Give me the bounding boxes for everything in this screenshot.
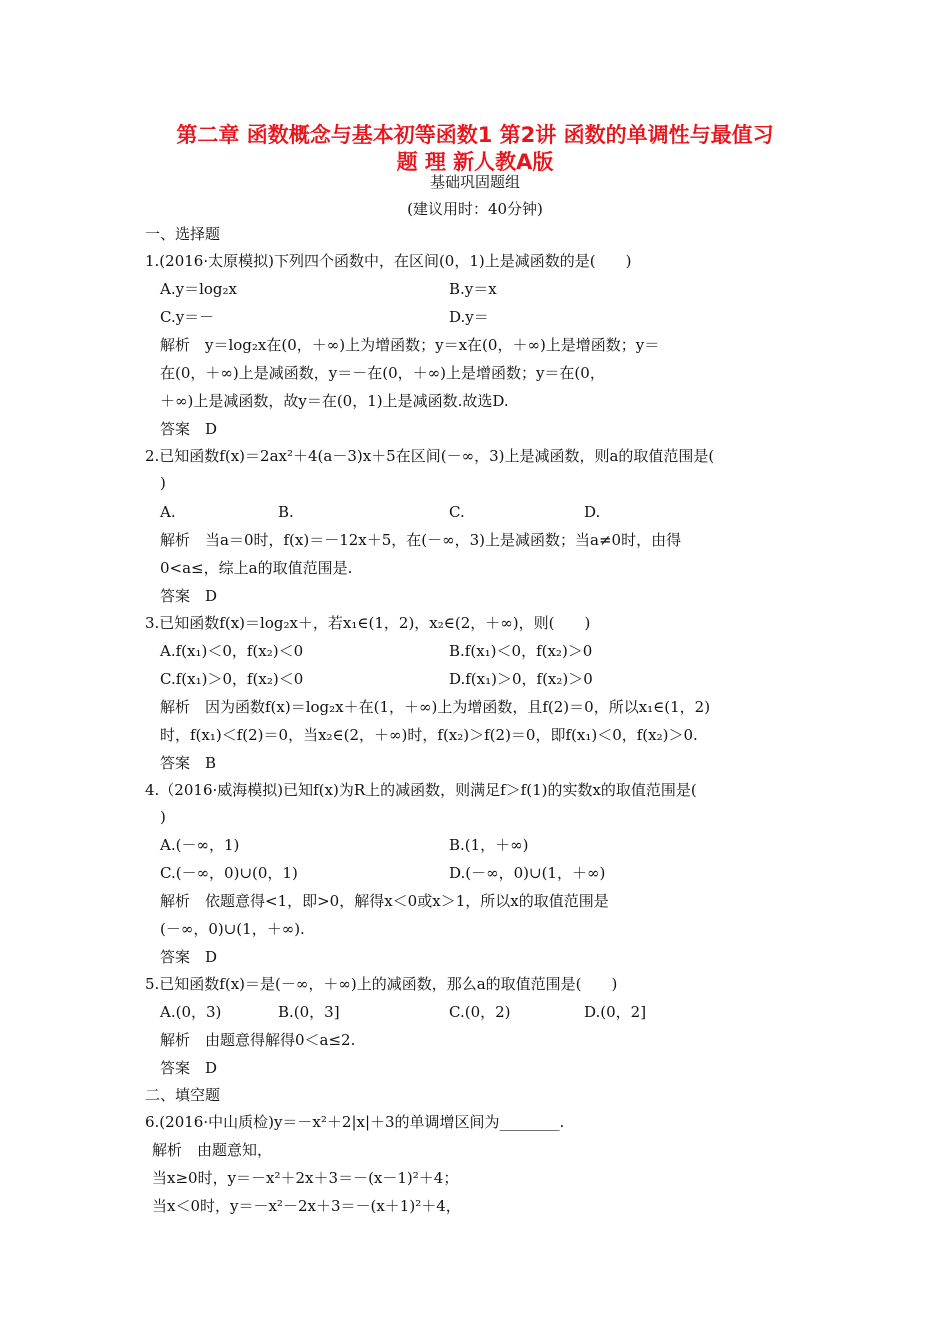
q5-option-b: B.(0，3]	[278, 1003, 340, 1021]
section-heading-choice: 一、选择题	[145, 225, 221, 243]
q2-option-d: D.	[584, 503, 601, 521]
q4-analysis-1: 解析 依题意得<1，即>0，解得x＜0或x＞1，所以x的取值范围是	[160, 892, 609, 910]
time-note: (建议用时：40分钟)	[407, 200, 543, 218]
q1-stem: 1.(2016·太原模拟)下列四个函数中，在区间(0，1)上是减函数的是( )	[145, 252, 632, 270]
q2-answer: 答案 D	[160, 587, 218, 605]
subtitle: 基础巩固题组	[429, 173, 520, 191]
q3-option-b: B.f(x₁)＜0，f(x₂)＞0	[449, 642, 593, 660]
title-line-1: 第二章 函数概念与基本初等函数1 第2讲 函数的单调性与最值习	[176, 123, 774, 147]
q2-analysis-2: 0<a≤，综上a的取值范围是.	[160, 559, 353, 577]
q6-analysis-1: 解析 由题意知，	[152, 1141, 273, 1159]
q4-option-d: D.(－∞，0)∪(1，＋∞)	[449, 864, 606, 882]
q4-stem-end: )	[160, 808, 166, 826]
q5-stem: 5.已知函数f(x)＝是(－∞，＋∞)上的减函数，那么a的取值范围是( )	[145, 975, 618, 993]
q1-analysis-1: 解析 y＝log₂x在(0，＋∞)上为增函数；y＝x在(0，＋∞)上是增函数；y＝	[160, 336, 660, 354]
q4-option-c: C.(－∞，0)∪(0，1)	[160, 864, 298, 882]
q6-analysis-2: 当x≥0时，y＝－x²＋2x＋3＝－(x－1)²＋4；	[152, 1169, 459, 1187]
q1-option-d: D.y＝	[449, 308, 489, 326]
q1-option-b: B.y＝x	[449, 280, 497, 298]
q3-option-a: A.f(x₁)＜0，f(x₂)＜0	[160, 642, 304, 660]
q3-option-d: D.f(x₁)＞0，f(x₂)＞0	[449, 670, 593, 688]
q6-analysis-3: 当x＜0时，y＝－x²－2x＋3＝－(x＋1)²＋4，	[152, 1197, 461, 1215]
q4-answer: 答案 D	[160, 948, 218, 966]
document-title	[140, 122, 810, 176]
q3-analysis-2: 时，f(x₁)＜f(2)＝0，当x₂∈(2，＋∞)时，f(x₂)＞f(2)＝0，即f(x₁)＜0，f(x₂)＞0.	[160, 726, 698, 744]
q4-option-b: B.(1，＋∞)	[449, 836, 529, 854]
q5-answer: 答案 D	[160, 1059, 218, 1077]
q2-analysis-1: 解析 当a＝0时，f(x)＝－12x＋5，在(－∞，3)上是减函数；当a≠0时，由得	[160, 531, 682, 549]
q6-stem: 6.(2016·中山质检)y＝－x²＋2|x|＋3的单调增区间为________.	[145, 1113, 565, 1131]
q4-option-a: A.(－∞，1)	[160, 836, 240, 854]
q1-answer: 答案 D	[160, 420, 218, 438]
q3-stem: 3.已知函数f(x)＝log₂x＋，若x₁∈(1，2)，x₂∈(2，＋∞)，则( )	[145, 614, 591, 632]
q1-option-a: A.y＝log₂x	[160, 280, 237, 298]
q3-answer: 答案 B	[160, 754, 217, 772]
q3-analysis-1: 解析 因为函数f(x)＝log₂x＋在(1，＋∞)上为增函数，且f(2)＝0，所以x₁∈(1，2)	[160, 698, 711, 716]
q2-option-a: A.	[160, 503, 176, 521]
q5-option-a: A.(0，3)	[160, 1003, 222, 1021]
q2-option-c: C.	[449, 503, 465, 521]
section-heading-fill: 二、填空题	[145, 1086, 221, 1104]
q2-option-b: B.	[278, 503, 294, 521]
q1-analysis-3: ＋∞)上是减函数，故y＝在(0，1)上是减函数.故选D.	[160, 392, 509, 410]
title-line-2: 题 理 新人教A版	[396, 150, 554, 174]
q5-analysis-1: 解析 由题意得解得0＜a≤2.	[160, 1031, 356, 1049]
q3-option-c: C.f(x₁)＞0，f(x₂)＜0	[160, 670, 304, 688]
q5-option-d: D.(0，2]	[584, 1003, 647, 1021]
q2-stem: 2.已知函数f(x)＝2ax²＋4(a－3)x＋5在区间(－∞，3)上是减函数，则a的取值范围是(	[145, 447, 715, 465]
q2-stem-end: )	[160, 474, 166, 492]
q5-option-c: C.(0，2)	[449, 1003, 511, 1021]
q1-analysis-2: 在(0，＋∞)上是减函数，y＝－在(0，＋∞)上是增函数；y＝在(0，	[160, 364, 605, 382]
q4-stem: 4.（2016·威海模拟)已知f(x)为R上的减函数，则满足f＞f(1)的实数x的取值范围是(	[145, 781, 697, 799]
q1-option-c: C.y＝－	[160, 308, 215, 326]
q4-analysis-2: (－∞，0)∪(1，＋∞).	[160, 920, 305, 938]
